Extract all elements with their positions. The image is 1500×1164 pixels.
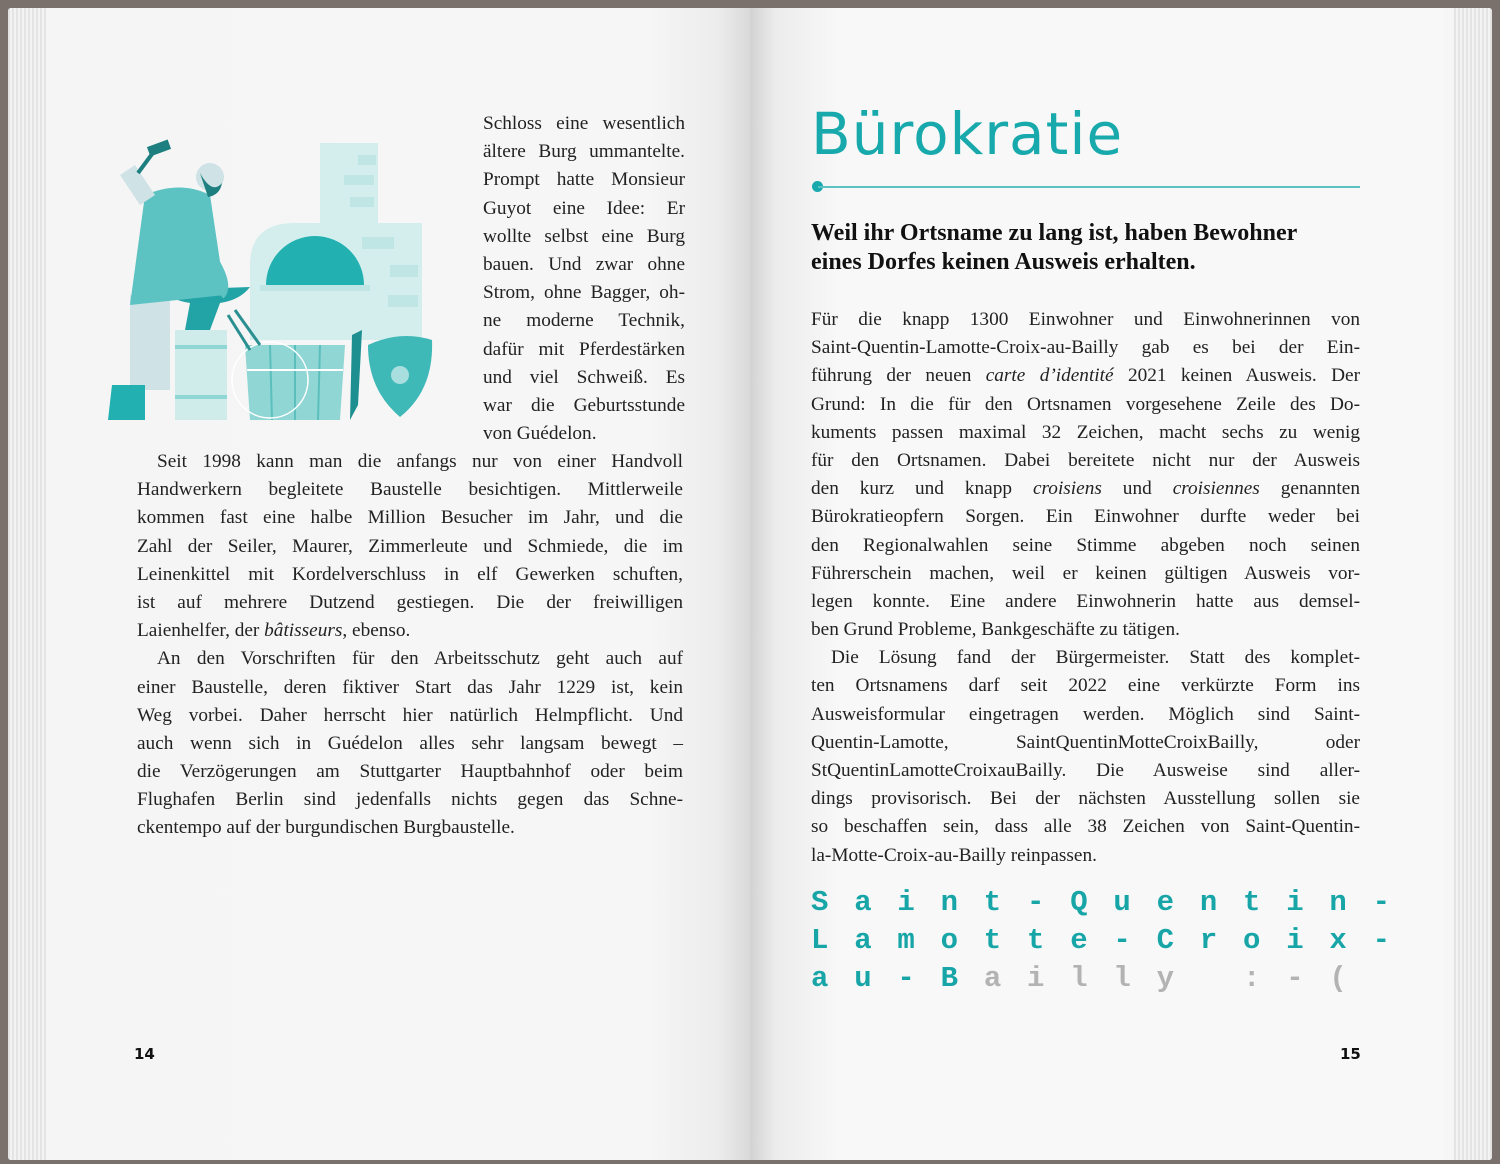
text-segment: ten Ortsnamens darf seit 2022 eine verkürzte Form ins: [811, 675, 1360, 697]
text-line: [811, 588, 1360, 616]
right-body-text: [811, 306, 1360, 870]
text-segment: Strom, ohne Bagger, oh-: [483, 282, 685, 304]
text-segment: dafür mit Pferdestärken: [483, 338, 685, 360]
text-line: [811, 813, 1360, 841]
title-rule: [818, 186, 1360, 188]
text-segment: war die Geburtsstunde: [483, 394, 685, 416]
text-segment: ne moderne Technik,: [483, 310, 685, 332]
text-line: [137, 645, 683, 673]
text-segment: Guyot eine Idee: Er: [483, 197, 685, 219]
typewriter-text-teal: au-B: [811, 962, 984, 995]
chapter-subtitle: [811, 219, 1360, 277]
text-line: [811, 306, 1360, 334]
text-segment: Flughafen Berlin sind jedenfalls nichts gegen das Schne-: [137, 789, 683, 811]
text-segment: den Regionalwahlen seine Stimme abgeben noch seinen: [811, 534, 1360, 556]
text-line: [483, 195, 685, 223]
text-line: [137, 476, 683, 504]
text-segment: Bürokratieopfern Sorgen. Ein Einwohner durfte weder bei: [811, 506, 1360, 528]
text-segment: Für die knapp 1300 Einwohner und Einwohnerinnen von: [811, 309, 1360, 330]
typewriter-text-teal: Lamotte-Croix-: [811, 924, 1416, 957]
text-segment: StQuentinLamotteCroixauBailly. Die Ausweise sind aller-: [811, 760, 1360, 781]
page-number-right: 15: [1340, 1045, 1361, 1063]
text-segment: , ebenso.: [342, 620, 411, 642]
text-segment: Führerschein machen, weil er keinen gültigen Ausweis vor-: [811, 562, 1360, 584]
text-line: [811, 560, 1360, 588]
text-segment: kuments passen maximal 32 Zeichen, macht sechs zu wenig: [811, 421, 1360, 443]
text-line: [137, 617, 683, 645]
page-number-left: 14: [134, 1045, 155, 1063]
text-line: [811, 701, 1360, 729]
text-segment: für den Ortsnamen. Dabei bereitete nicht nur der Ausweis: [811, 449, 1360, 471]
text-line: [483, 279, 685, 307]
italic-text: croisiens: [1032, 478, 1102, 500]
text-line: [137, 674, 683, 702]
text-line: [811, 672, 1360, 700]
typewriter-row: [811, 884, 1416, 922]
left-body-text: [137, 448, 683, 843]
text-segment: Ausweisformular eingetragen werden. Möglich sind Saint-: [811, 703, 1360, 725]
text-segment: so beschaffen sein, dass alle 38 Zeichen von Saint-Quentin-: [811, 816, 1360, 838]
text-segment: Leinenkittel mit Kordelverschluss in elf Gewerken schuften,: [137, 563, 683, 585]
text-line: [137, 786, 683, 814]
sword-icon: [350, 330, 362, 420]
text-line: [137, 589, 683, 617]
text-segment: ältere Burg ummantelte.: [483, 141, 685, 163]
text-segment: die Verzögerungen am Stuttgarter Hauptbahnhof oder beim: [137, 761, 683, 783]
text-segment: Seit 1998 kann man die anfangs nur von einer Handvoll: [157, 451, 683, 472]
boot-left: [108, 385, 145, 420]
text-segment: Grund: In die für den Ortsnamen vorgesehene Zeile des Do-: [811, 393, 1360, 415]
left-wrapped-text: [483, 110, 685, 448]
text-segment: la-Motte-Croix-au-Bailly reinpassen.: [811, 844, 1097, 866]
blacksmith-illustration: [100, 135, 440, 430]
text-line: [483, 336, 685, 364]
text-segment: bauen. Und zwar ohne: [483, 253, 685, 275]
text-line: [811, 785, 1360, 813]
text-line: [137, 561, 683, 589]
text-segment: auch wenn sich in Guédelon alles sehr langsam bewegt –: [137, 732, 683, 754]
text-line: [483, 138, 685, 166]
text-segment: dings provisorisch. Bei der nächsten Ausstellung sollen sie: [811, 788, 1360, 810]
text-line: [811, 757, 1360, 785]
text-line: [483, 223, 685, 251]
text-segment: Schloss eine wesentlich: [483, 113, 685, 134]
italic-text: carte d’identité: [985, 365, 1114, 387]
text-segment: Saint-Quentin-Lamotte-Croix-au-Bailly gab es bei der Ein-: [811, 337, 1360, 359]
text-segment: und viel Schweiß. Es: [483, 366, 685, 388]
text-segment: Prompt hatte Monsieur: [483, 169, 685, 191]
text-line: [811, 362, 1360, 390]
typewriter-row: [811, 960, 1411, 998]
text-line: [811, 532, 1360, 560]
text-segment: legen konnte. Eine andere Einwohnerin hatte aus demsel-: [811, 590, 1360, 612]
text-line: [483, 110, 685, 138]
text-line: [811, 644, 1360, 672]
text-segment: und: [1101, 478, 1173, 500]
text-segment: Die Lösung fand der Bürgermeister. Statt des komplet-: [831, 647, 1360, 669]
text-line: [811, 475, 1360, 503]
text-line: [811, 503, 1360, 531]
typewriter-text-gray: ailly :-(: [983, 962, 1373, 995]
text-segment: von Guédelon.: [483, 423, 597, 445]
text-line: [811, 842, 1360, 870]
text-line: [137, 504, 683, 532]
text-segment: genannten: [1259, 478, 1360, 500]
subtitle-line: eines Dorfes keinen Ausweis erhalten.: [811, 249, 1196, 275]
text-segment: kommen fast eine halbe Million Besucher im Jahr, und die: [137, 507, 683, 529]
apron-shape: [130, 188, 225, 306]
text-segment: ben Grund Probleme, Bankgeschäfte zu tätigen.: [811, 619, 1180, 641]
anvil-stump: [175, 330, 227, 420]
text-segment: Laienhelfer, der: [137, 620, 265, 642]
text-line: [483, 364, 685, 392]
text-segment: Quentin-Lamotte, SaintQuentinMotteCroixBailly, oder: [811, 731, 1360, 753]
text-segment: Zahl der Seiler, Maurer, Zimmerleute und Schmiede, die im: [137, 535, 683, 557]
text-line: [811, 729, 1360, 757]
page-edges: [8, 8, 46, 1160]
text-line: [137, 758, 683, 786]
text-line: [483, 392, 685, 420]
text-segment: ist auf mehrere Dutzend gestiegen. Die der freiwilligen: [137, 591, 683, 613]
text-segment: 2021 keinen Ausweis. Der: [1113, 365, 1360, 387]
italic-text: bâtisseurs: [264, 620, 343, 642]
text-segment: führung der neuen: [811, 365, 986, 387]
text-segment: Handwerkern begleitete Baustelle besichtigen. Mittlerweile: [137, 479, 683, 501]
text-segment: einer Baustelle, deren fiktiver Start das Jahr 1229 ist, kein: [137, 676, 683, 698]
text-line: [137, 533, 683, 561]
text-line: [137, 814, 683, 842]
text-line: [137, 730, 683, 758]
place-name-typewriter: [811, 884, 1416, 998]
text-line: [483, 420, 685, 448]
text-segment: den kurz und knapp: [811, 478, 1033, 500]
text-line: [811, 616, 1360, 644]
text-line: [811, 391, 1360, 419]
typewriter-text-teal: Saint-Quentin-: [811, 886, 1416, 919]
italic-text: croisiennes: [1172, 478, 1260, 500]
text-line: [811, 419, 1360, 447]
text-line: [811, 334, 1360, 362]
text-line: [811, 447, 1360, 475]
text-segment: Weg vorbei. Daher herrscht hier natürlich Helmpflicht. Und: [137, 704, 683, 726]
page-edges: [1454, 8, 1492, 1160]
subtitle-line: Weil ihr Ortsname zu lang ist, haben Bewohner: [811, 220, 1298, 246]
text-line: [483, 251, 685, 279]
chapter-title: Bürokratie: [811, 100, 1124, 168]
text-line: [483, 307, 685, 335]
text-segment: wollte selbst eine Burg: [483, 225, 685, 247]
text-line: [137, 702, 683, 730]
typewriter-row: [811, 922, 1416, 960]
text-line: [137, 448, 683, 476]
text-segment: An den Vorschriften für den Arbeitsschutz geht auch auf: [157, 648, 683, 670]
text-segment: ckentempo auf der burgundischen Burgbaustelle.: [137, 817, 515, 839]
text-line: [483, 166, 685, 194]
